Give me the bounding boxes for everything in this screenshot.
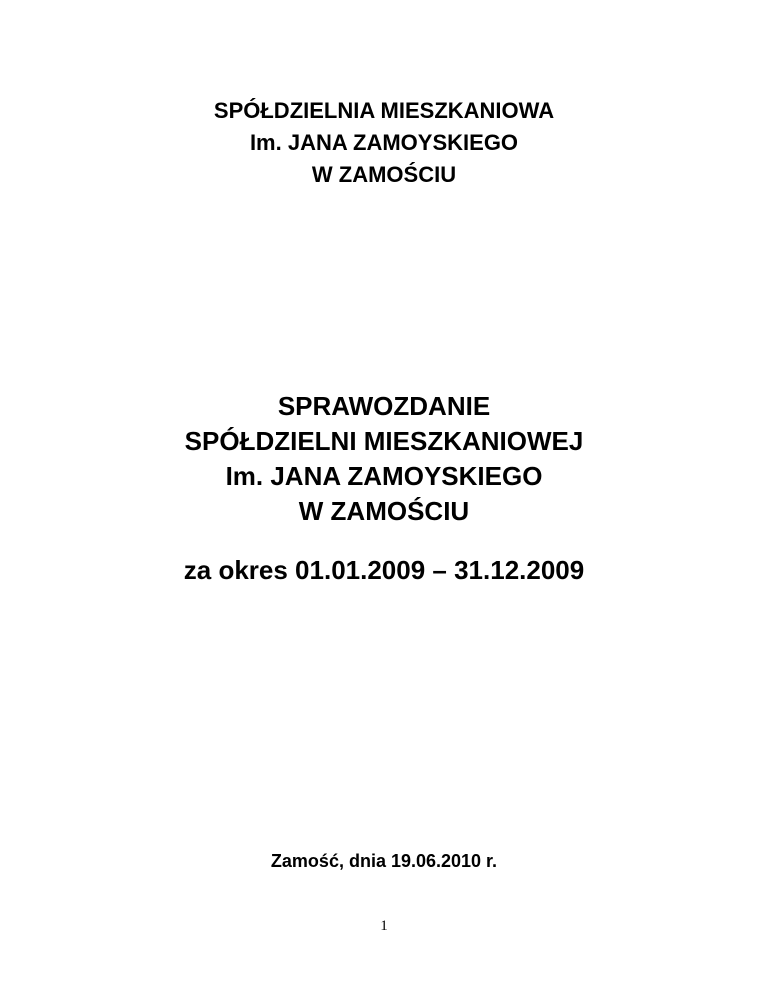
report-title (0, 389, 768, 529)
cooperative-header (0, 95, 768, 191)
title-line: SPRAWOZDANIE (277, 391, 491, 421)
place-and-date: Zamość, dnia 19.06.2010 r. (270, 851, 498, 871)
header-line: Im. JANA ZAMOYSKIEGO (249, 130, 519, 155)
header-line: W ZAMOŚCIU (311, 162, 457, 187)
report-period: za okres 01.01.2009 – 31.12.2009 (183, 555, 585, 585)
title-line: W ZAMOŚCIU (298, 496, 470, 526)
header-line: SPÓŁDZIELNIA MIESZKANIOWA (213, 98, 555, 123)
title-line: Im. JANA ZAMOYSKIEGO (225, 461, 543, 491)
page-number: 1 (380, 918, 388, 934)
title-line: SPÓŁDZIELNI MIESZKANIOWEJ (184, 426, 584, 456)
